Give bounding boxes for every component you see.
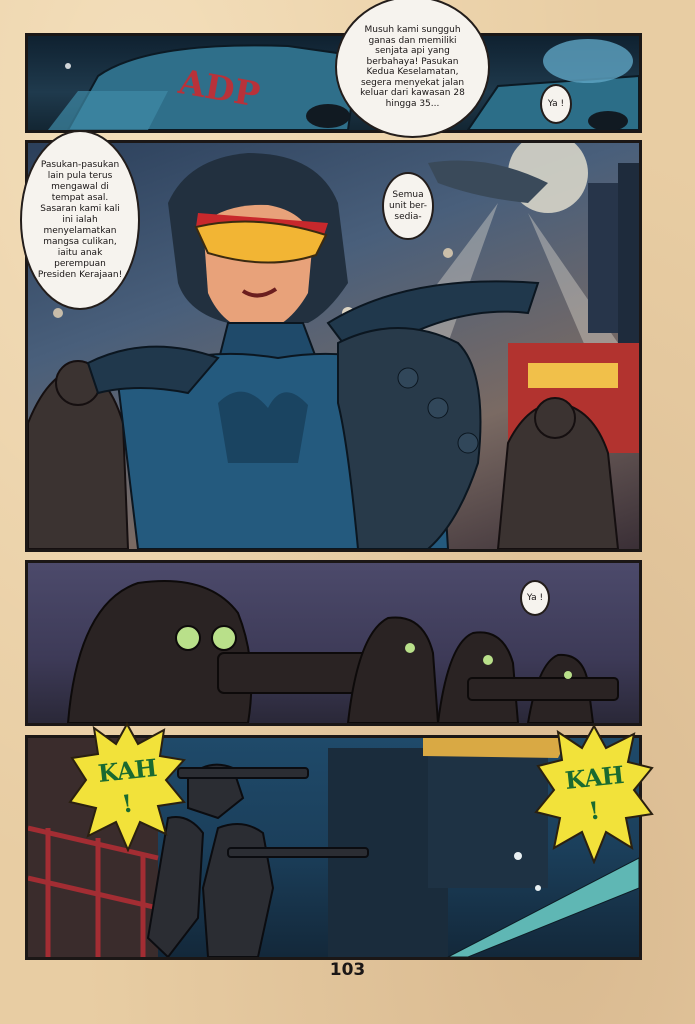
speech-balloon-4 [382,172,434,240]
sfx-right-word: KAH [563,760,625,795]
speech-balloon-4-text: Semua unit ber-sedia- [389,189,427,222]
sfx-right-exclamation: ! [586,795,602,826]
speech-balloon-3 [20,130,140,310]
speech-balloon-5 [520,580,550,616]
page-number: 103 [329,960,366,980]
sfx-left-word: KAH [96,753,158,788]
sfx-left-exclamation: ! [119,788,135,819]
sfx-burst-left [68,722,186,852]
sfx-burst-right [534,724,654,864]
aircraft-marking: ADP [175,62,263,116]
speech-balloon-1-text: Musuh kami sungguh ganas dan memiliki senjata api yang berbahaya! Pasukan Kedua Keselamatan, segera menyekat jalan keluar dari kawasan 28 hingga 35... [360,25,465,109]
comic-panel-3 [25,560,642,726]
speech-balloon-2 [540,84,572,124]
speech-balloon-5-text: Ya ! [526,592,544,603]
speech-balloon-2-text: Ya ! [547,98,565,109]
speech-balloon-1 [335,0,490,138]
speech-balloon-3-text: Pasukan-pasukan lain pula terus mengawal di tempat asal. Sasaran kami kali ini ialah menyelamatkan mangsa culikan, iaitu anak perempuan Presiden Kerajaan! [37,159,123,280]
sound-effect-right [534,724,654,864]
sound-effect-left [68,722,186,852]
